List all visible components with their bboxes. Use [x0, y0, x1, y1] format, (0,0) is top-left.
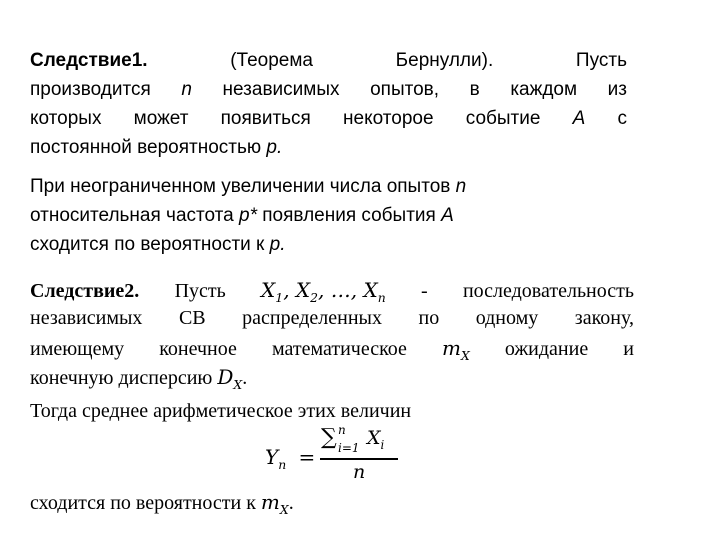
word: конечную дисперсию	[30, 367, 213, 389]
sequence-expression: $X_1$, $X_2$, …, $X_n$	[261, 278, 386, 305]
text: относительная частота	[30, 205, 234, 226]
word: производится	[30, 79, 151, 100]
variable-p: p.	[266, 137, 283, 158]
word: последовательность	[462, 280, 634, 302]
word: Пусть	[174, 280, 226, 302]
corollary-2-line-2	[30, 307, 634, 330]
fraction-bar	[320, 458, 398, 460]
word: опытов,	[370, 79, 440, 100]
bernoulli-statement	[30, 176, 590, 266]
corollary-1-heading: Следствие1.	[30, 50, 148, 71]
word: Бернулли).	[395, 50, 494, 71]
formula-numerator: ∑ n i=1 $X_i$	[321, 423, 385, 455]
variable-p: p.	[269, 234, 286, 255]
word: с	[617, 108, 627, 129]
corollary-1	[30, 50, 627, 165]
word: независимых	[222, 79, 340, 100]
word: математическое	[271, 338, 407, 360]
corollary-1-line-4	[30, 137, 627, 159]
corollary-2-line-4: конечную дисперсию $D_X$ .	[30, 365, 248, 392]
corollary-2-line-3	[30, 336, 634, 363]
statement-line-1	[30, 176, 590, 198]
word: некоторое	[343, 108, 434, 129]
word: (Теорема	[230, 50, 313, 71]
variable-a: A	[441, 205, 454, 226]
mean-formula	[265, 425, 405, 487]
corollary-1-line-1	[30, 50, 627, 72]
word: в	[469, 79, 480, 100]
word: конечное	[159, 338, 237, 360]
word: по	[418, 307, 440, 329]
corollary-1-line-2	[30, 79, 627, 101]
statement-line-2	[30, 205, 590, 227]
word: одному	[475, 307, 539, 329]
text: сходится по вероятности к	[30, 234, 265, 255]
variable-n: n	[181, 79, 192, 100]
word: ожидание	[504, 338, 589, 360]
word: и	[623, 338, 634, 360]
text: При неограниченном увеличении числа опытов	[30, 176, 451, 197]
corollary-1-line-3	[30, 108, 627, 130]
word: Пусть	[575, 50, 627, 71]
word: -	[421, 280, 428, 302]
word: которых	[30, 108, 102, 129]
statement-line-3	[30, 234, 590, 256]
word: появиться	[220, 108, 311, 129]
word: из	[607, 79, 627, 100]
word: распределенных	[242, 307, 382, 329]
then-text: Тогда среднее арифметическое этих величин	[30, 400, 412, 422]
conclusion-text: сходится по вероятности к $m_X$.	[30, 490, 294, 517]
formula-lhs: $Y_n$ =	[265, 445, 316, 472]
word: имеющему	[30, 338, 125, 360]
expectation-symbol: $m_X$	[441, 336, 470, 363]
variable-a: A	[572, 108, 586, 129]
word: СВ	[178, 307, 206, 329]
variance-symbol: $D_X$	[217, 365, 243, 392]
corollary-2-line-1	[30, 278, 634, 305]
text: появления события	[262, 205, 436, 226]
word: каждом	[510, 79, 578, 100]
word: независимых	[30, 307, 143, 329]
corollary-2	[30, 278, 634, 393]
word: может	[133, 108, 189, 129]
corollary-2-heading: Следствие2.	[30, 280, 140, 302]
variable-n: n	[455, 176, 467, 197]
variable-p-star: p*	[239, 205, 257, 226]
formula-denominator: n	[353, 461, 366, 483]
word: событие	[465, 108, 541, 129]
word: закону,	[574, 307, 634, 329]
word: постоянной вероятностью	[30, 137, 262, 158]
